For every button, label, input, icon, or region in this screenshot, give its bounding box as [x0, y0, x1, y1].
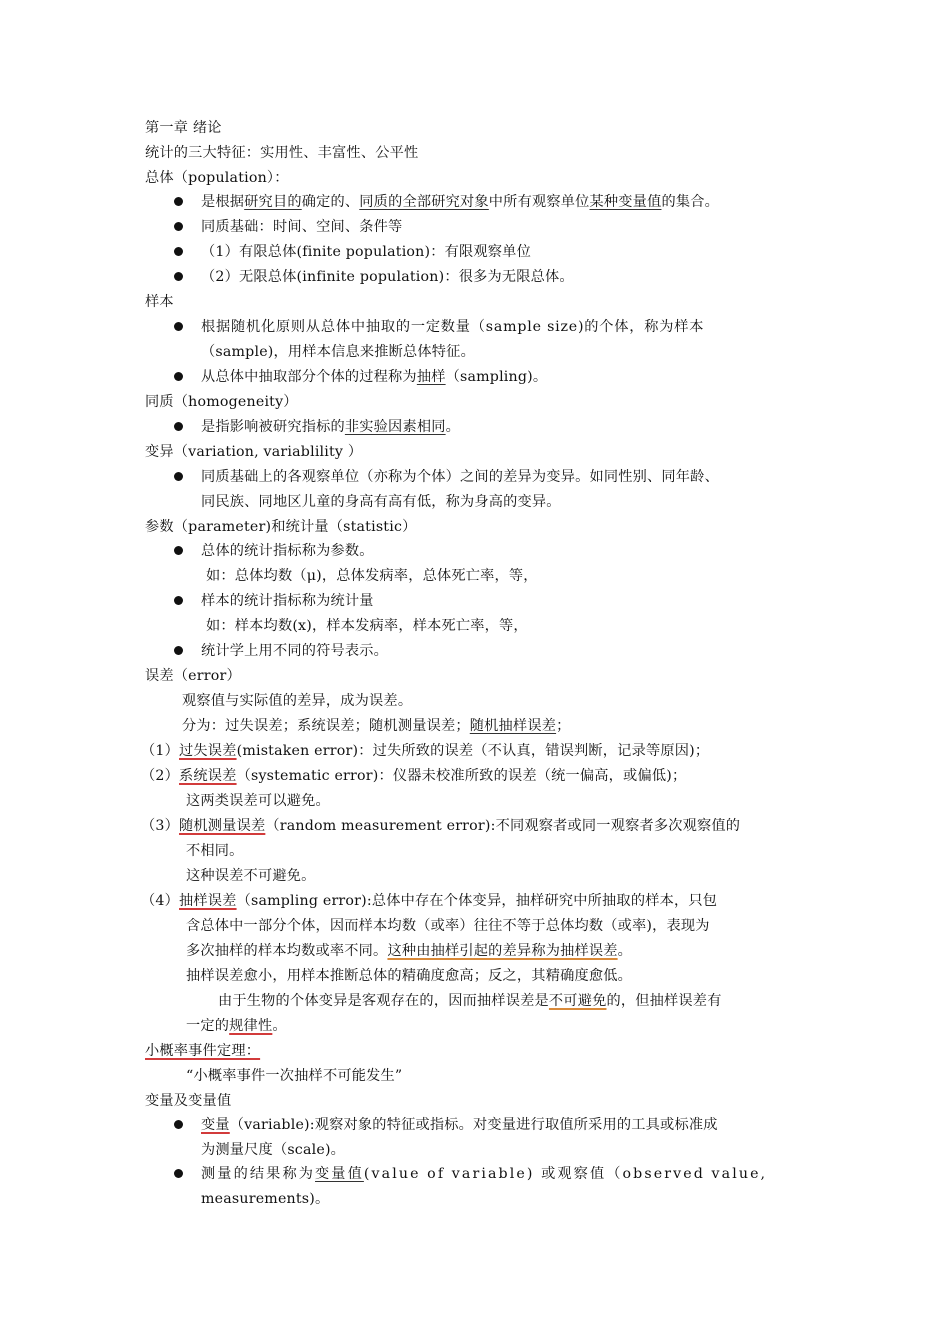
- sampling-error-note: 抽样误差愈小，用样本推断总体的精确度愈高；反之，其精确度愈低。: [186, 968, 633, 984]
- error-types: 分为：过失误差；系统误差；随机测量误差；随机抽样误差；: [182, 718, 571, 734]
- stat-features: 统计的三大特征：实用性、丰富性、公平性: [145, 145, 419, 161]
- bullet-icon: [174, 422, 183, 431]
- symbol-note: 统计学上用不同的符号表示。: [201, 643, 389, 659]
- error-item-1: （1）过失误差(mistaken error)：过失所致的误差（不认真，错误判断，记录等原因)；: [141, 743, 710, 759]
- bullet-icon: [174, 247, 183, 256]
- error-item-2: （2）系统误差（systematic error)：仪器未校准所致的误差（统一偏高，或偏低)；: [141, 768, 687, 784]
- variation-definition-line2: 同民族、同地区儿童的身高有高有低，称为身高的变异。: [201, 494, 561, 510]
- infinite-population: （2）无限总体(infinite population)：很多为无限总体。: [201, 269, 574, 285]
- population-heading: 总体（population）：: [145, 170, 289, 186]
- variable-definition: 变量（variable):观察对象的特征或指标。对变量进行取值所采用的工具或标准成: [201, 1117, 718, 1133]
- sample-definition-line2: （sample)，用样本信息来推断总体特征。: [201, 344, 475, 360]
- chapter-title: 第一章 绪论: [145, 120, 222, 136]
- parameter-heading: 参数（parameter)和统计量（statistic）: [145, 519, 417, 535]
- bullet-icon: [174, 1120, 183, 1129]
- homogeneity-definition: 是指影响被研究指标的非实验因素相同。: [201, 419, 460, 435]
- error-item-4-line3: 多次抽样的样本均数或率不同。这种由抽样引起的差异称为抽样误差。: [186, 943, 633, 959]
- small-probability-quote: “小概率事件一次抽样不可能发生”: [186, 1068, 403, 1084]
- sample-definition-line1: 根据随机化原则从总体中抽取的一定数量（sample size)的个体，称为样本: [201, 319, 705, 335]
- variation-definition-line1: 同质基础上的各观察单位（亦称为个体）之间的差异为变异。如同性别、同年龄、: [201, 469, 719, 485]
- homogeneity-heading: 同质（homogeneity）: [145, 394, 298, 410]
- statistic-examples: 如：样本均数(x)，样本发病率，样本死亡率，等，: [206, 618, 528, 634]
- bullet-icon: [174, 197, 183, 206]
- sampling-definition: 从总体中抽取部分个体的过程称为抽样（sampling)。: [201, 369, 548, 385]
- avoidable-note: 这两类误差可以避免。: [186, 793, 330, 809]
- bullet-icon: [174, 1169, 183, 1178]
- sampling-error-paragraph: 由于生物的个体变异是客观存在的，因而抽样误差是不可避免的，但抽样误差有: [218, 993, 722, 1009]
- variation-heading: 变异（variation, variablility ）: [145, 444, 363, 460]
- bullet-icon: [174, 546, 183, 555]
- bullet-icon: [174, 646, 183, 655]
- error-definition: 观察值与实际值的差异，成为误差。: [182, 693, 413, 709]
- finite-population: （1）有限总体(finite population)：有限观察单位: [201, 244, 531, 260]
- variable-definition-line2: 为测量尺度（scale)。: [201, 1142, 346, 1158]
- small-probability-heading: 小概率事件定理：: [145, 1043, 261, 1059]
- parameter-definition: 总体的统计指标称为参数。: [201, 543, 374, 559]
- bullet-icon: [174, 472, 183, 481]
- population-basis: 同质基础：时间、空间、条件等: [201, 219, 403, 235]
- bullet-icon: [174, 272, 183, 281]
- unavoidable-note: 这种误差不可避免。: [186, 868, 316, 884]
- error-item-3-line2: 不相同。: [186, 843, 244, 859]
- error-item-4-line2: 含总体中一部分个体，因而样本均数（或率）往往不等于总体均数（或率)，表现为: [186, 918, 710, 934]
- statistic-definition: 样本的统计指标称为统计量: [201, 593, 374, 609]
- sampling-error-paragraph-line2: 一定的规律性。: [186, 1018, 287, 1034]
- error-heading: 误差（error）: [145, 668, 241, 684]
- variables-heading: 变量及变量值: [145, 1093, 232, 1109]
- variable-value-definition-line2: measurements)。: [201, 1191, 330, 1207]
- bullet-icon: [174, 596, 183, 605]
- sample-heading: 样本: [145, 294, 174, 310]
- error-item-3: （3）随机测量误差（random measurement error):不同观察者或同一观察者多次观察值的: [141, 818, 741, 834]
- bullet-icon: [174, 322, 183, 331]
- parameter-examples: 如：总体均数（μ)，总体发病率，总体死亡率，等，: [206, 568, 538, 584]
- error-item-4: （4）抽样误差（sampling error):总体中存在个体变异，抽样研究中所抽取的样本，只包: [141, 893, 718, 909]
- bullet-icon: [174, 222, 183, 231]
- population-definition: 是根据研究目的确定的、同质的全部研究对象中所有观察单位某种变量值的集合。: [201, 194, 720, 210]
- bullet-icon: [174, 372, 183, 381]
- variable-value-definition: 测量的结果称为变量值(value of variable) 或观察值（observed value,: [201, 1166, 768, 1182]
